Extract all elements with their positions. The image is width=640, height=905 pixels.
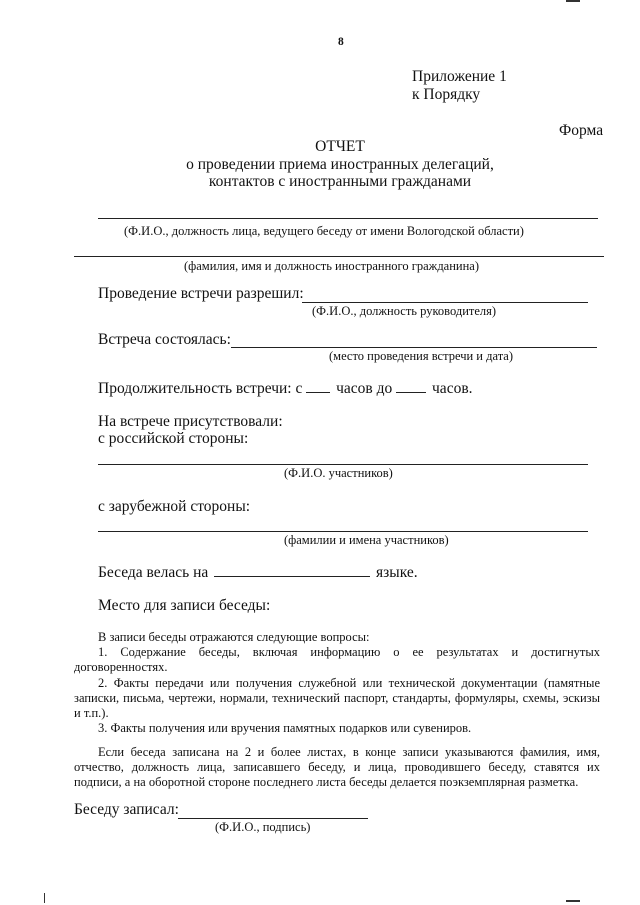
duration-prefix: Продолжительность встречи: с xyxy=(98,380,303,397)
foreigner-line[interactable] xyxy=(74,256,604,257)
recorded-by-label: Беседу записал: xyxy=(74,801,179,818)
foreign-participants-line[interactable] xyxy=(98,531,588,532)
form-label: Форма xyxy=(559,122,604,139)
scan-mark-left xyxy=(44,893,45,903)
foreigner-caption: (фамилия, имя и должность иностранного гражданина) xyxy=(184,259,480,273)
instruction-item-2: 2. Факты передачи или получения служебной или технической документации (памятные записки, письма, чертежи, нормали, технический паспорт, стандарты, формуляры, схемы, эскизы и т.п.). xyxy=(74,676,600,720)
language-field[interactable] xyxy=(214,564,370,577)
appendix-line-1: Приложение 1 xyxy=(412,68,507,85)
instructions-note: Если беседа записана на 2 и более листах, в конце записи указываются фамилия, имя, отчество, должность лица, записавшего беседу, и лица, проводившего беседу, ставятся их подписи, а на оборотной стороне последнего листа беседы делается поэкземплярная разметка. xyxy=(74,745,600,789)
duration-suffix: часов. xyxy=(432,380,473,397)
permitted-line[interactable] xyxy=(302,302,588,303)
host-line[interactable] xyxy=(98,218,598,219)
duration-to-field[interactable] xyxy=(396,380,426,393)
language-row xyxy=(98,564,418,582)
held-label: Встреча состоялась: xyxy=(98,331,231,348)
held-line[interactable] xyxy=(231,347,597,348)
scan-mark-top xyxy=(566,0,580,2)
recorded-by-line[interactable] xyxy=(178,818,368,819)
duration-row xyxy=(98,380,473,398)
language-prefix: Беседа велась на xyxy=(98,564,209,581)
instruction-item-1: 1. Содержание беседы, включая информацию о ее результатах и достигнутых договоренностях. xyxy=(74,645,600,674)
foreign-participants-caption: (фамилии и имена участников) xyxy=(284,533,449,547)
russian-side-label: с российской стороны: xyxy=(98,430,249,447)
scan-mark-bottom xyxy=(566,900,580,902)
notes-place-label: Место для записи беседы: xyxy=(98,597,271,614)
present-label: На встрече присутствовали: xyxy=(98,413,283,430)
appendix-line-2: к Порядку xyxy=(412,86,481,103)
duration-from-field[interactable] xyxy=(306,380,330,393)
permitted-label: Проведение встречи разрешил: xyxy=(98,285,304,302)
host-caption: (Ф.И.О., должность лица, ведущего беседу от имени Вологодской области) xyxy=(124,224,524,238)
document-subtitle-1: о проведении приема иностранных делегаций, xyxy=(186,156,494,173)
duration-mid: часов до xyxy=(336,380,393,397)
russian-participants-caption: (Ф.И.О. участников) xyxy=(284,466,393,480)
foreign-side-label: с зарубежной стороны: xyxy=(98,498,251,515)
signature-caption: (Ф.И.О., подпись) xyxy=(215,820,311,834)
document-subtitle-2: контактов с иностранными гражданами xyxy=(208,173,472,190)
instructions-intro: В записи беседы отражаются следующие вопросы: xyxy=(98,630,370,644)
instruction-item-3: 3. Факты получения или вручения памятных подарков или сувениров. xyxy=(98,721,472,735)
place-caption: (место проведения встречи и дата) xyxy=(329,349,514,363)
head-caption: (Ф.И.О., должность руководителя) xyxy=(312,304,497,318)
document-title: ОТЧЕТ xyxy=(315,138,365,155)
russian-participants-line[interactable] xyxy=(98,464,588,465)
page-number: 8 xyxy=(338,36,344,48)
language-suffix: языке. xyxy=(376,564,418,581)
